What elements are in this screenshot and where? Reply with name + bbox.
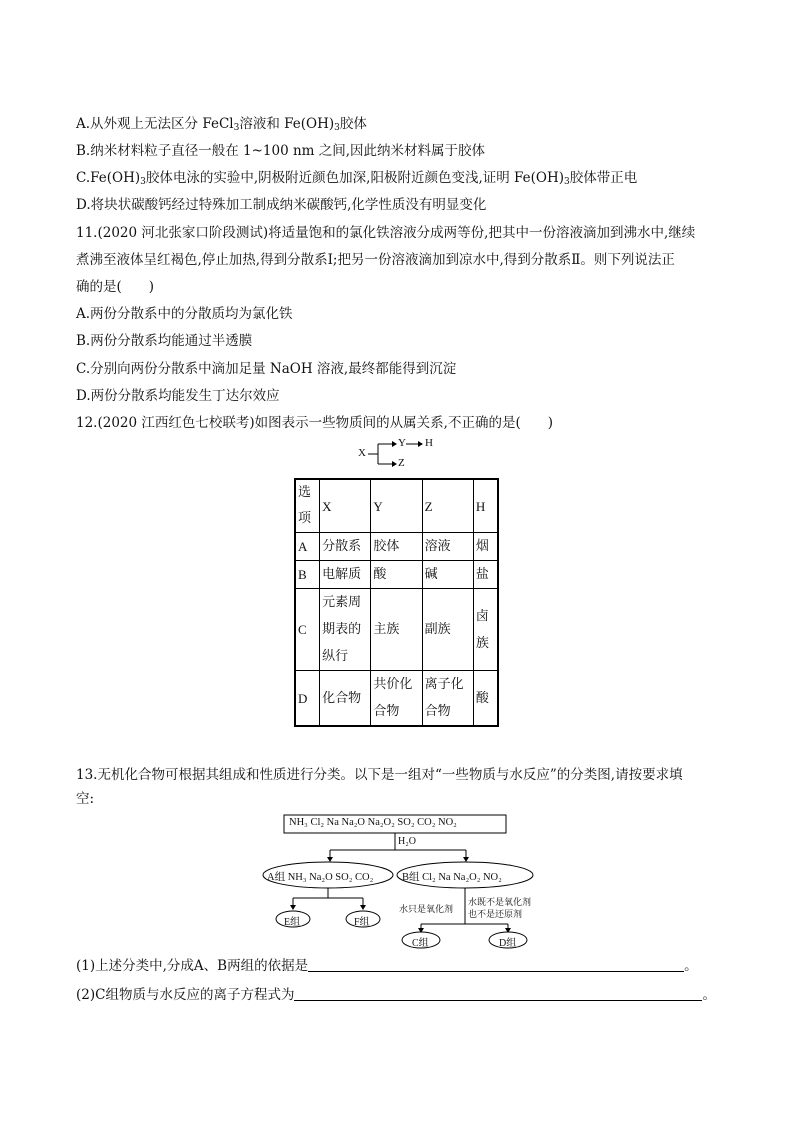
table-cell: 卤族 <box>473 589 498 671</box>
q10-a-text-2: 溶液和 Fe(OH) <box>239 116 335 132</box>
q12-table <box>294 478 499 727</box>
table-header-cell: X <box>320 479 371 533</box>
table-cell: 溶液 <box>422 533 473 561</box>
table-cell: 酸 <box>473 671 498 727</box>
relation-x: X <box>358 447 366 459</box>
top-box-label: NH₃ Cl₂ Na Na₂O Na₂O₂ SO₂ CO₂ NO₂ <box>289 817 457 828</box>
q10-c-sub-2: 3 <box>564 177 570 187</box>
q10-a-sub-2: 3 <box>334 123 340 133</box>
q10-c-sub-1: 3 <box>140 177 146 187</box>
group-b-label: B组 Cl₂ Na Na₂O₂ NO₂ <box>402 872 502 883</box>
table-cell: C <box>295 589 320 671</box>
table-cell: 碱 <box>422 561 473 589</box>
q13-sub2-answer-blank[interactable] <box>294 986 702 1001</box>
q13-stem-line-2: 空: <box>76 791 95 807</box>
q10-a-text-1: A.从外观上无法区分 FeCl <box>76 116 234 132</box>
table-header-row <box>295 479 498 533</box>
relation-h: H <box>425 437 433 449</box>
h2o-label: H₂O <box>398 836 416 847</box>
q13-sub1-answer-blank[interactable] <box>308 957 684 972</box>
relation-arrows <box>356 436 456 472</box>
branch-right-label-2: 也不是还原剂 <box>468 909 523 919</box>
q10-option-d: D.将块状碳酸钙经过特殊加工制成纳米碳酸钙,化学性质没有明显变化 <box>76 197 487 213</box>
relation-diagram <box>356 436 456 472</box>
table-header-cell: H <box>473 479 498 533</box>
table-cell: B <box>295 561 320 589</box>
table-cell: 烟 <box>473 533 498 561</box>
table-cell: D <box>295 671 320 727</box>
branch-right-label-1: 水既不是氧化剂 <box>468 897 532 907</box>
q13-sub1-end: 。 <box>684 958 698 974</box>
table-cell: 酸 <box>371 561 422 589</box>
q11-option-a: A.两份分散系中的分散质均为氯化铁 <box>76 306 293 322</box>
branch-left-label: 水只是氧化剂 <box>399 904 454 914</box>
table-header-cell: 选项 <box>295 479 320 533</box>
q10-option-c <box>76 169 637 191</box>
table-cell: 主族 <box>371 589 422 671</box>
q10-option-b: B.纳米材料粒子直径一般在 1~100 nm 之间,因此纳米材料属于胶体 <box>76 143 486 159</box>
table-cell: A <box>295 533 320 561</box>
table-cell: 胶体 <box>371 533 422 561</box>
table-row <box>295 589 498 671</box>
q11-option-b: B.两份分散系均能通过半透膜 <box>76 333 253 349</box>
table-row <box>295 671 498 727</box>
group-f-label: F组 <box>354 917 370 928</box>
relation-y: Y <box>398 437 406 449</box>
group-d-label: D组 <box>499 938 517 949</box>
relation-z: Z <box>398 457 405 469</box>
q10-a-sub-1: 3 <box>233 123 240 133</box>
table-header-cell: Y <box>371 479 422 533</box>
classification-diagram <box>258 812 538 952</box>
q13-sub2-end: 。 <box>702 987 716 1003</box>
table-cell: 电解质 <box>320 561 371 589</box>
q13-sub1 <box>76 957 698 975</box>
q10-c-text-1: C.Fe(OH) <box>76 170 141 186</box>
q13-sub2-label: (2)C组物质与水反应的离子方程式为 <box>76 987 295 1003</box>
q12-stem: 12.(2020 江西红色七校联考)如图表示一些物质间的从属关系,不正确的是( ) <box>76 415 553 431</box>
q10-c-text-3: 胶体带正电 <box>569 170 638 186</box>
q13-stem-line-1: 13.无机化合物可根据其组成和性质进行分类。以下是一组对“一些物质与水反应”的分类图,请按要求填 <box>76 767 683 783</box>
q11-option-c: C.分别向两份分散系中滴加足量 NaOH 溶液,最终都能得到沉淀 <box>76 361 457 377</box>
q10-option-a <box>76 115 367 137</box>
q10-a-text-3: 胶体 <box>339 116 367 132</box>
q11-stem-line-2: 煮沸至液体呈红褐色,停止加热,得到分散系Ⅰ;把另一份溶液滴加到凉水中,得到分散系Ⅱ。则下列说法正 <box>76 252 675 268</box>
table-cell: 共价化合物 <box>371 671 422 727</box>
group-c-label: C组 <box>412 938 429 949</box>
table-cell: 元素周期表的纵行 <box>320 589 371 671</box>
table-header-cell: Z <box>422 479 473 533</box>
group-a-label: A组 NH₃ Na₂O SO₂ CO₂ <box>267 872 374 883</box>
q10-c-text-2: 胶体电泳的实验中,阴极附近颜色加深,阳极附近颜色变浅,证明 Fe(OH) <box>145 170 565 186</box>
table-cell: 化合物 <box>320 671 371 727</box>
table-row <box>295 533 498 561</box>
q11-stem-line-1: 11.(2020 河北张家口阶段测试)将适量饱和的氯化铁溶液分成两等份,把其中一份溶液滴加到沸水中,继续 <box>76 225 696 241</box>
table-cell: 离子化合物 <box>422 671 473 727</box>
group-e-label: E组 <box>284 917 301 928</box>
q13-sub1-label: (1)上述分类中,分成A、B两组的依据是 <box>76 958 309 974</box>
table-cell: 盐 <box>473 561 498 589</box>
q11-stem-line-3: 确的是( ) <box>76 279 155 295</box>
table-cell: 分散系 <box>320 533 371 561</box>
q11-option-d: D.两份分散系均能发生丁达尔效应 <box>76 388 280 404</box>
table-row <box>295 561 498 589</box>
q13-sub2 <box>76 986 716 1004</box>
table-cell: 副族 <box>422 589 473 671</box>
